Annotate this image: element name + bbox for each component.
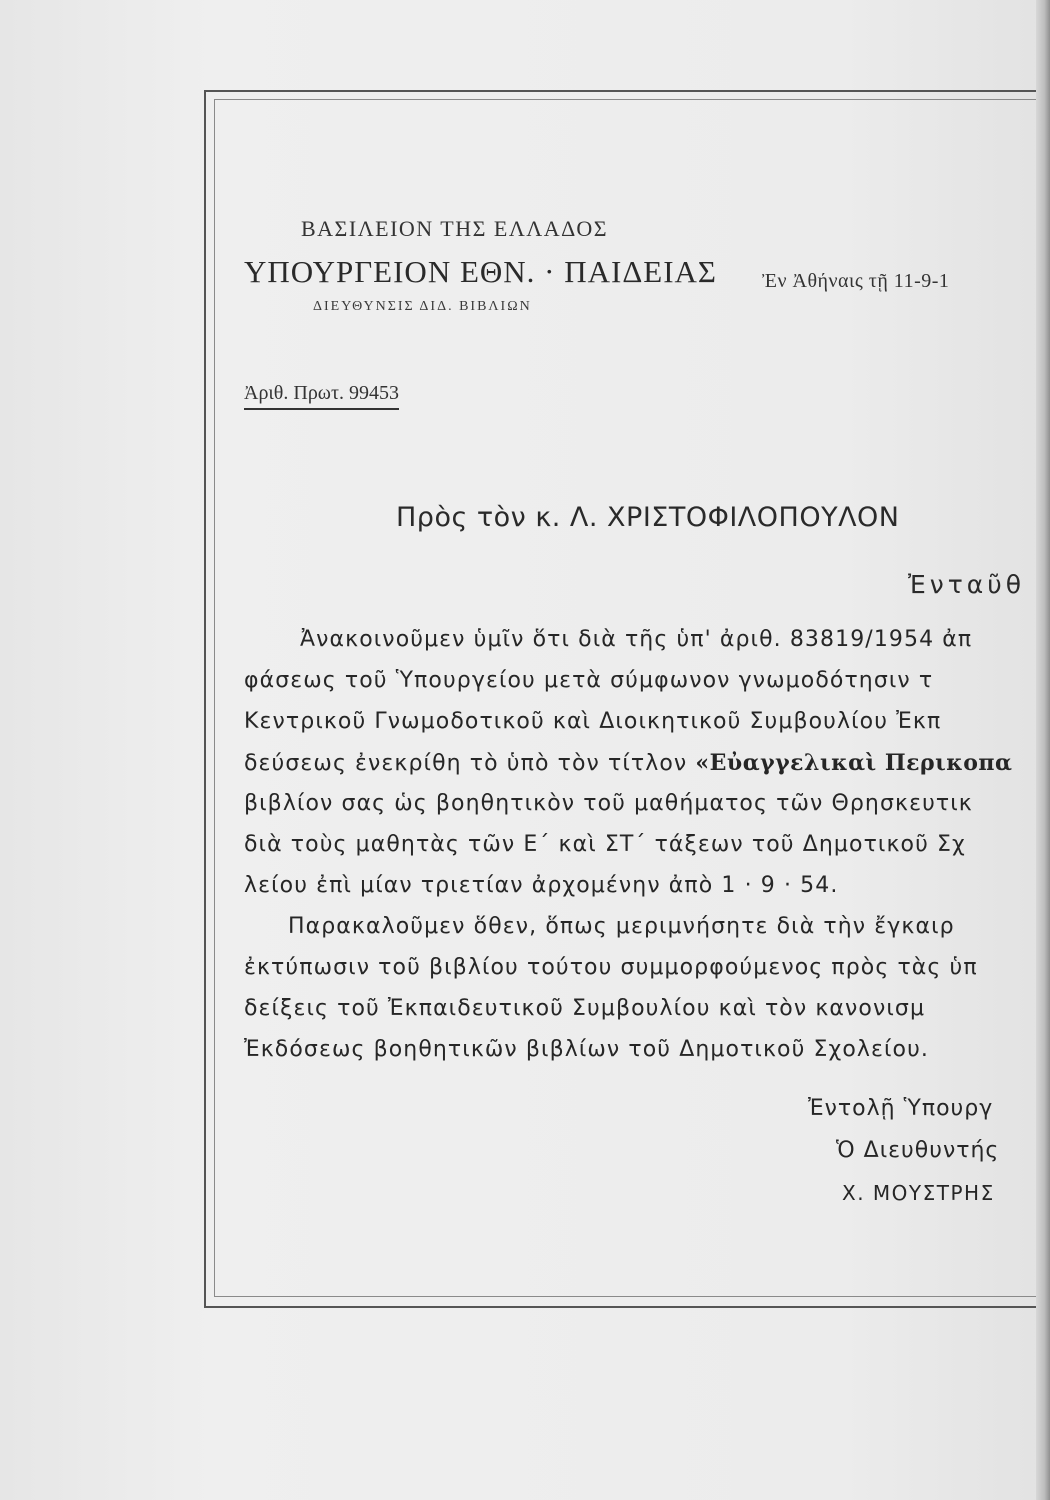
header-kingdom: ΒΑΣΙΛΕΙΟΝ ΤΗΣ ΕΛΛΑΔΟΣ xyxy=(301,216,609,241)
place-date: Ἐν Ἀθήναις τῇ 11-9-1 xyxy=(762,270,950,292)
urgent-note: Ἐνταῦθ xyxy=(908,570,1026,599)
body-line: δείξεις τοῦ Ἐκπαιδευτικοῦ Συμβουλίου καὶ τὸν κανονισμ xyxy=(244,996,926,1021)
body-text: δεύσεως ἐνεκρίθη τὸ ὑπὸ τὸν τίτλον xyxy=(244,751,688,776)
header-ministry: ΥΠΟΥΡΓΕΙΟΝ ΕΘΝ. · ΠΑΙΔΕΙΑΣ xyxy=(244,254,717,289)
signature-name: Χ. ΜΟΥΣΤΡΗΣ xyxy=(842,1181,995,1205)
body-line: ἐκτύπωσιν τοῦ βιβλίου τούτου συμμορφούμενος πρὸς τὰς ὑπ xyxy=(244,955,978,980)
body-line: λείου ἐπὶ μίαν τριετίαν ἀρχομένην ἀπὸ 1 · 9 · 54. xyxy=(244,873,839,898)
body-line: φάσεως τοῦ Ὑπουργείου μετὰ σύμφωνον γνωμοδότησιν τ xyxy=(244,668,934,693)
body-line: βιβλίον σας ὡς βοηθητικὸν τοῦ μαθήματος τῶν Θρησκευτικ xyxy=(244,791,973,816)
protocol-number: Ἀριθ. Πρωτ. 99453 xyxy=(244,382,399,410)
body-line: Κεντρικοῦ Γνωμοδοτικοῦ καὶ Διοικητικοῦ Συμβουλίου Ἐκπ xyxy=(244,709,942,734)
signature-order: Ἐντολῇ Ὑπουργ xyxy=(808,1096,994,1121)
recipient-line: Πρὸς τὸν κ. Λ. ΧΡΙΣΤΟΦΙΛΟΠΟΥΛΟΝ xyxy=(396,502,900,533)
signature-title: Ὁ Διευθυντής xyxy=(836,1138,1000,1163)
book-spine-edge xyxy=(1036,0,1050,1500)
body-line: Παρακαλοῦμεν ὅθεν, ὅπως μεριμνήσητε διὰ τὴν ἔγκαιρ xyxy=(288,914,955,939)
book-title: «Εὐαγγελικαὶ Περικοπα xyxy=(695,750,1013,776)
body-line-with-title xyxy=(244,750,1012,776)
body-line: διὰ τοὺς μαθητὰς τῶν Ε΄ καὶ ΣΤ΄ τάξεων τοῦ Δημοτικοῦ Σχ xyxy=(244,832,966,857)
body-line: Ἀνακοινοῦμεν ὑμῖν ὅτι διὰ τῆς ὑπ' ἀριθ. 83819/1954 ἀπ xyxy=(300,627,973,652)
body-line: Ἐκδόσεως βοηθητικῶν βιβλίων τοῦ Δημοτικοῦ Σχολείου. xyxy=(244,1037,930,1062)
header-directorate: ΔΙΕΥΘΥΝΣΙΣ ΔΙΔ. ΒΙΒΛΙΩΝ xyxy=(313,299,532,314)
